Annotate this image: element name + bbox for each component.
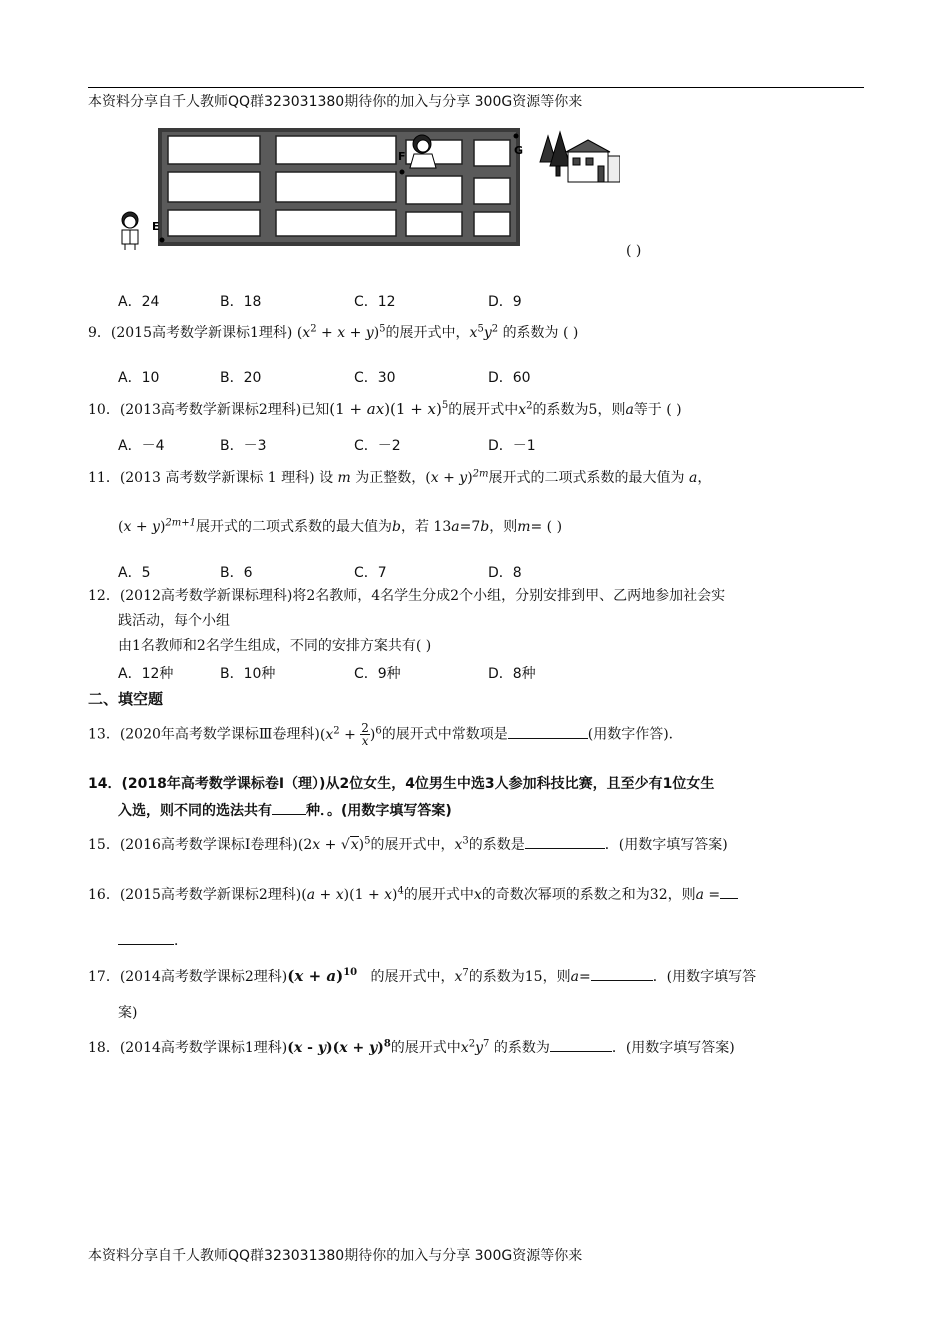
q17-term: $x^7$ bbox=[454, 967, 469, 985]
q10-var-a: a bbox=[625, 402, 634, 418]
q11-var-a: a bbox=[684, 470, 698, 486]
q17-prefix: 17．(2014高考数学课标2理科) bbox=[88, 969, 288, 985]
q16-var-a: a bbox=[695, 887, 704, 903]
q16-var-x: x bbox=[473, 887, 482, 903]
q17-var-a: a bbox=[570, 969, 579, 985]
q15-stem bbox=[88, 834, 728, 854]
q8-option-c: C．12 bbox=[354, 294, 396, 310]
q13-stem bbox=[88, 722, 683, 747]
q17-stem bbox=[88, 966, 756, 986]
q11-line2-then: ，则 bbox=[489, 519, 518, 535]
q16-formula: $(a + x)(1 + x)^4$ bbox=[301, 885, 404, 903]
q15-answer-blank bbox=[525, 834, 605, 849]
q11-option-d: D．8 bbox=[488, 565, 522, 581]
q17-answer-blank bbox=[591, 966, 653, 981]
q11-line2-suffix: = ( ) bbox=[530, 519, 563, 535]
boy-figure bbox=[122, 212, 138, 250]
q9-option-b: B．20 bbox=[220, 370, 262, 386]
q17-eq: = bbox=[578, 969, 591, 985]
q13-formula: ($x^2$ + $\frac{2}{x}$ )$^6$ bbox=[319, 721, 382, 748]
q8-option-d: D．9 bbox=[488, 294, 522, 310]
q16-line2 bbox=[118, 930, 188, 950]
q18-tail: ．(用数字填写答案) bbox=[611, 1040, 735, 1056]
q12-option-d: D．8种 bbox=[488, 666, 536, 682]
point-f bbox=[400, 170, 405, 175]
q11-line2-eq: =7 bbox=[459, 519, 481, 535]
point-e bbox=[160, 238, 165, 243]
q9-mid: 的展开式中， bbox=[385, 325, 470, 341]
q8-option-b: B．18 bbox=[220, 294, 262, 310]
q15-formula: $(2x + √x)^5$ bbox=[297, 835, 371, 853]
q10-option-b: B．－3 bbox=[220, 438, 267, 454]
q12-option-c: C．9种 bbox=[354, 666, 401, 682]
q13-prefix: 13．(2020年高考数学课标Ⅲ卷理科) bbox=[88, 726, 320, 743]
q15-suffix: 的系数是 bbox=[468, 837, 525, 853]
q13-answer-blank bbox=[508, 724, 588, 739]
q17-formula: $(x + a)^{10}$ bbox=[287, 967, 358, 985]
q17-line2: 案) bbox=[118, 1005, 138, 1021]
city-blocks bbox=[168, 136, 510, 236]
q9-prefix: 9．(2015高考数学新课标1理科) bbox=[88, 325, 293, 341]
q9-option-c: C．30 bbox=[354, 370, 396, 386]
q14-line2 bbox=[118, 800, 452, 820]
q8-answer-paren: ( ) bbox=[626, 243, 642, 259]
q11-option-a: A．5 bbox=[118, 565, 151, 581]
street-grid-figure bbox=[110, 122, 620, 262]
header-rule bbox=[88, 87, 864, 88]
q16-answer-blank-2 bbox=[118, 930, 174, 945]
q11-line2-cond: ，若 13 bbox=[400, 519, 452, 535]
q16-answer-blank-1 bbox=[720, 884, 738, 899]
q11-formula2: $(x + y)^{2m+1}$ bbox=[118, 517, 196, 535]
q11-mid: 展开式的二项式系数的最大值为 bbox=[488, 470, 685, 486]
q10-mid2: 的系数为5，则 bbox=[532, 402, 626, 418]
q10-option-d: D．－1 bbox=[488, 438, 536, 454]
q12-line1: 12．(2012高考数学新课标理科)将2名教师，4名学生分成2个小组，分别安排到甲、乙两地参加社会实 bbox=[88, 588, 726, 604]
q12-option-b: B．10种 bbox=[220, 666, 276, 682]
label-f: F bbox=[398, 150, 406, 163]
q18-mid: 的展开式中 bbox=[390, 1040, 461, 1056]
q11-prefix: 11．(2013 高考数学新课标 1 理科) 设 bbox=[88, 470, 334, 486]
house-and-trees bbox=[540, 132, 620, 182]
q18-term: $x^2y^7$ bbox=[460, 1038, 490, 1056]
q11-option-b: B．6 bbox=[220, 565, 253, 581]
q11-var-b2: b bbox=[480, 519, 490, 535]
q15-prefix: 15．(2016高考数学课标Ⅰ卷理科) bbox=[88, 837, 298, 853]
page-footer: 本资料分享自千人教师QQ群323031380期待你的加入与分享 300G资源等你来 bbox=[88, 1248, 583, 1264]
q16-eq: = bbox=[708, 887, 721, 903]
q15-mid: 的展开式中， bbox=[370, 837, 455, 853]
q12-line3: 由1名教师和2名学生组成，不同的安排方案共有( ) bbox=[118, 638, 432, 654]
q17-mid2: 的系数为15，则 bbox=[468, 969, 571, 985]
q16-prefix: 16．(2015高考数学新课标2理科) bbox=[88, 887, 302, 903]
q18-stem bbox=[88, 1037, 735, 1057]
q18-suffix: 的系数为 bbox=[493, 1040, 550, 1056]
q11-formula1: $(x + y)^{2m}$ bbox=[425, 468, 489, 486]
q11-var-b: b bbox=[392, 519, 401, 535]
q18-prefix: 18．(2014高考数学课标1理科) bbox=[88, 1040, 288, 1056]
q8-option-a: A．24 bbox=[118, 294, 160, 310]
q11-var-m: m bbox=[337, 470, 351, 486]
q9-term: $x^5y^2$ bbox=[469, 323, 499, 341]
label-e: E bbox=[152, 220, 160, 233]
q9-option-a: A．10 bbox=[118, 370, 160, 386]
q14-line2b: 种．。(用数字填写答案) bbox=[306, 803, 452, 819]
q14-answer-blank bbox=[272, 800, 306, 815]
point-g bbox=[514, 134, 519, 139]
q17-tail: ．(用数字填写答 bbox=[652, 969, 757, 985]
q10-mid: 的展开式中 bbox=[448, 402, 519, 418]
q12-option-a: A．12种 bbox=[118, 666, 174, 682]
q10-term: $x^2$ bbox=[518, 400, 533, 418]
page-header: 本资料分享自千人教师QQ群323031380期待你的加入与分享 300G资源等你来 bbox=[88, 94, 583, 110]
q18-answer-blank bbox=[550, 1037, 612, 1052]
q11-line2-mid: 展开式的二项式系数的最大值为 bbox=[196, 519, 392, 535]
q9-suffix: 的系数为 ( ) bbox=[502, 325, 579, 341]
q11-option-c: C．7 bbox=[354, 565, 387, 581]
q11-stem-line2 bbox=[118, 518, 562, 536]
q16-mid2: 的奇数次幂项的系数之和为32，则 bbox=[481, 887, 696, 903]
q10-option-a: A．－4 bbox=[118, 438, 165, 454]
q10-stem bbox=[88, 400, 682, 419]
q10-suffix: 等于 ( ) bbox=[633, 402, 682, 418]
section-fill-in-title: 二、填空题 bbox=[88, 690, 164, 708]
q15-term: $x^3$ bbox=[454, 835, 469, 853]
label-g: G bbox=[514, 144, 524, 157]
q12-line2: 践活动，每个小组 bbox=[118, 613, 230, 629]
q18-formula: $(x - y)(x + y)^8$ bbox=[287, 1038, 391, 1056]
q15-tail: ．(用数字填写答案) bbox=[604, 837, 728, 853]
q14-line2a: 入选，则不同的选法共有 bbox=[118, 803, 272, 819]
q13-tail: (用数字作答)． bbox=[587, 726, 683, 743]
q9-option-d: D．60 bbox=[488, 370, 531, 386]
q10-prefix: 10．(2013高考数学新课标2理科)已知 bbox=[88, 402, 330, 418]
q13-suffix: 的展开式中常数项是 bbox=[381, 726, 508, 743]
q17-mid: 的展开式中， bbox=[370, 969, 455, 985]
q11-stem-line1: 11．(2013 高考数学新课标 1 理科) 设 m 为正整数，$(x + y)^{2m}$展开式的二项式系数的最大值为 a， bbox=[88, 468, 712, 486]
q11-var-a2: a bbox=[451, 519, 460, 535]
q10-option-c: C．－2 bbox=[354, 438, 401, 454]
q11-prefix2: 为正整数， bbox=[355, 470, 426, 486]
q9-stem bbox=[88, 324, 578, 342]
q16-stem bbox=[88, 884, 738, 904]
q9-formula: $(x^2 + x + y)^5$ bbox=[292, 323, 386, 341]
q14-line1: 14．(2018年高考数学课标卷Ⅰ（理）)从2位女生，4位男生中选3人参加科技比赛，且至少有1位女生 bbox=[88, 776, 715, 792]
q11-var-m2: m bbox=[517, 519, 531, 535]
q16-mid: 的展开式中 bbox=[403, 887, 474, 903]
q10-formula: $(1 + ax)(1 + x)^5$ bbox=[329, 400, 449, 418]
q16-tail: ． bbox=[174, 933, 188, 949]
